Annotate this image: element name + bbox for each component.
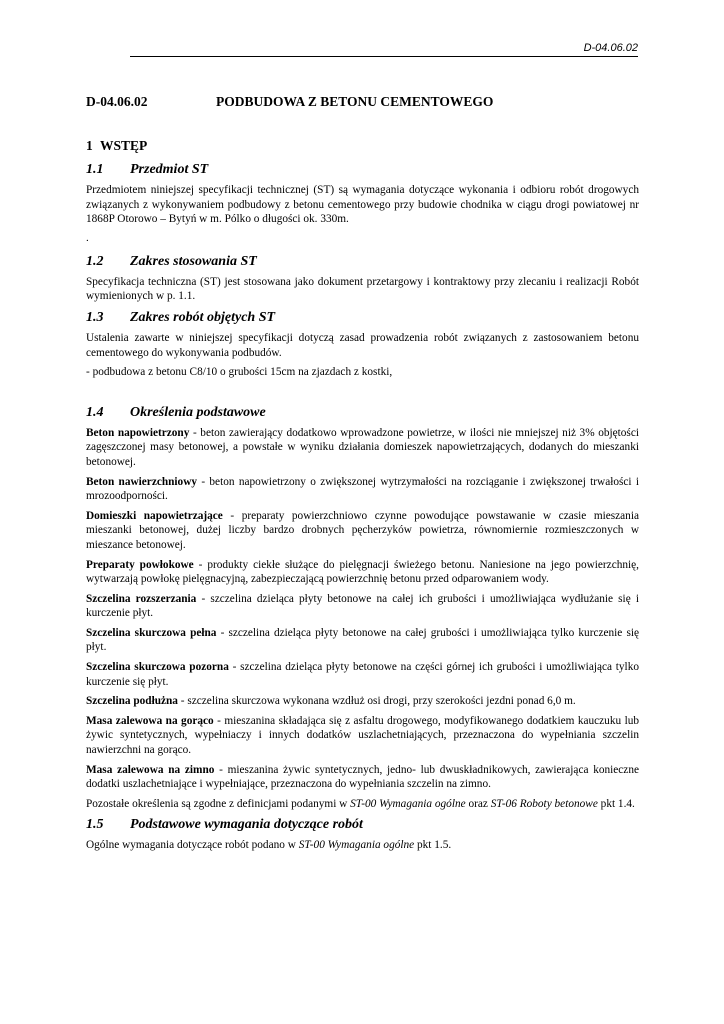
paragraph-1-1: Przedmiotem niniejszej specyfikacji technicznej (ST) są wymagania dotyczące wykonania i odbioru robót drogowych związanych z wykonywaniem podbudowy z betonu cementowego przy budowie chodnika w ciągu drogi powiatowej nr 1868P Otorowo – Bytyń w m. Pólko o długości ok. 330m. [86, 184, 639, 226]
definition-paragraph [86, 714, 639, 758]
paragraph-1-3: Ustalenia zawarte w niniejszej specyfikacji dotyczą zasad prowadzenia robót związanych z zastosowaniem betonu cementowego do wykonywania podbudów. [86, 331, 639, 359]
subsection-heading-1-4 [86, 405, 639, 421]
definition-paragraph [86, 592, 639, 621]
definition-term: Masa zalewowa na zimno [86, 763, 215, 776]
definition-paragraph [86, 426, 639, 470]
definition-term: Beton nawierzchniowy [86, 475, 198, 488]
reference-st00: ST-00 Wymagania ogólne [298, 839, 415, 852]
document-title [86, 94, 639, 112]
definition-term: Masa zalewowa na gorąco [86, 714, 214, 727]
definition-paragraph [86, 475, 639, 504]
stray-dot: . [86, 231, 89, 244]
closing-paragraph [86, 797, 639, 812]
definition-term: Preparaty powłokowe [86, 558, 194, 571]
reference-st06: ST-06 Roboty betonowe [490, 797, 598, 810]
definition-paragraph [86, 558, 639, 587]
definition-paragraph [86, 660, 639, 689]
subsection-number: 1.5 [86, 817, 104, 833]
definition-paragraph [86, 509, 639, 553]
definition-term: Szczelina podłużna [86, 695, 178, 708]
subsection-heading-1-1 [86, 162, 639, 178]
paragraph-1-5 [86, 838, 639, 853]
paragraph-1-2: Specyfikacja techniczna (ST) jest stosowana jako dokument przetargowy i kontraktowy przy zlecaniu i realizacji Robót wymienionych w p. 1.1. [86, 275, 639, 303]
definition-text: - szczelina dzieląca płyty betonowe na części górnej ich grubości i umożliwiająca tylko kurczenie się płyt. [86, 661, 639, 688]
section-number: 1 [86, 138, 93, 153]
title-text: PODBUDOWA Z BETONU CEMENTOWEGO [216, 94, 494, 109]
spacer [86, 385, 639, 399]
subsection-title: Zakres robót objętych ST [130, 309, 276, 325]
reference-st00: ST-00 Wymagania ogólne [350, 797, 466, 810]
definition-term: Beton napowietrzony [86, 426, 190, 439]
definition-text: - szczelina dzieląca płyty betonowe na całej ich grubości i umożliwiająca wydłużanie się i kurczenie płyt. [86, 592, 639, 620]
definition-text: - mieszanina żywic syntetycznych, jedno- lub dwuskładnikowych, zawierająca konieczne dodatki uszlachetniające i wypełniające, przeznaczona do wypełniania szczelin na zimno. [86, 763, 639, 791]
subsection-number: 1.3 [86, 309, 104, 325]
definition-text: - beton zawierający dodatkowo wprowadzone powietrze, w ilości nie mniejszej niż 3% objętości zagęszczonej masy betonowej, a powstałe w wyniku działania domieszek napowietrzających, dodanych do mieszanki betonowej. [86, 426, 639, 468]
subsection-title: Zakres stosowania ST [130, 253, 257, 269]
definition-text: - preparaty powierzchniowo czynne powodujące powstawanie w czasie mieszania mieszanki betonowej, dużej liczby bardzo drobnych pęcherzyków powietrza, równomiernie rozmieszczonych w mieszance betonowej. [86, 509, 639, 551]
subsection-title: Podstawowe wymagania dotyczące robót [130, 817, 363, 833]
definition-term: Szczelina skurczowa pozorna [86, 661, 229, 674]
definition-term: Szczelina skurczowa pełna [86, 626, 217, 639]
subsection-heading-1-3 [86, 310, 639, 326]
subsection-number: 1.2 [86, 253, 104, 269]
document-body [86, 94, 639, 858]
definition-text: - szczelina dzieląca płyty betonowe na całej grubości i umożliwiająca tylko kurczenie się płyt. [86, 626, 639, 654]
definition-term: Domieszki napowietrzające [86, 509, 223, 522]
running-header [130, 42, 638, 57]
definition-paragraph [86, 626, 639, 655]
section-heading-1 [86, 138, 639, 154]
subsection-number: 1.1 [86, 162, 104, 177]
subsection-heading-1-2 [86, 254, 639, 270]
definition-text: - beton napowietrzony o zwiększonej wytrzymałości na rozciąganie i zwiększonej trwałości i mrozoodporności. [86, 475, 640, 503]
title-code: D-04.06.02 [86, 94, 148, 109]
closing-text: pkt 1.4. [597, 797, 635, 810]
subsection-heading-1-5 [86, 817, 639, 833]
header-code: D-04.06.02 [583, 42, 638, 54]
paragraph-text: pkt 1.5. [414, 839, 452, 852]
definition-text: - produkty ciekłe służące do pielęgnacji świeżego betonu. Naniesione na jego powierzchnię, wytwarzają powłokę pielęgnacyjną, zabezpieczającą powierzchnię betonu przed odparowaniem wody. [86, 558, 639, 586]
subsection-title: Określenia podstawowe [130, 404, 266, 420]
section-title: WSTĘP [100, 138, 148, 153]
closing-text: oraz [465, 797, 491, 810]
definition-text: - szczelina skurczowa wykonana wzdłuż osi drogi, przy szerokości jezdni ponad 6,0 m. [177, 695, 576, 708]
definition-paragraph [86, 763, 639, 792]
subsection-number: 1.4 [86, 404, 104, 420]
list-item: - podbudowa z betonu C8/10 o grubości 15cm na zjazdach z kostki, [86, 366, 393, 379]
definition-text: - mieszanina składająca się z asfaltu drogowego, modyfikowanego dodatkiem kauczuku lub żywic syntetycznych, wypełniaczy i innych dodatków uszlachetniających, przeznaczona do wypełniania szczelin nawierzchni na gorąco. [86, 714, 640, 757]
subsection-title: Przedmiot ST [130, 162, 209, 177]
definition-term: Szczelina rozszerzania [86, 592, 197, 605]
paragraph-text: Ogólne wymagania dotyczące robót podano w [86, 839, 299, 852]
definition-paragraph [86, 694, 639, 709]
closing-text: Pozostałe określenia są zgodne z definicjami podanymi w [86, 797, 351, 810]
